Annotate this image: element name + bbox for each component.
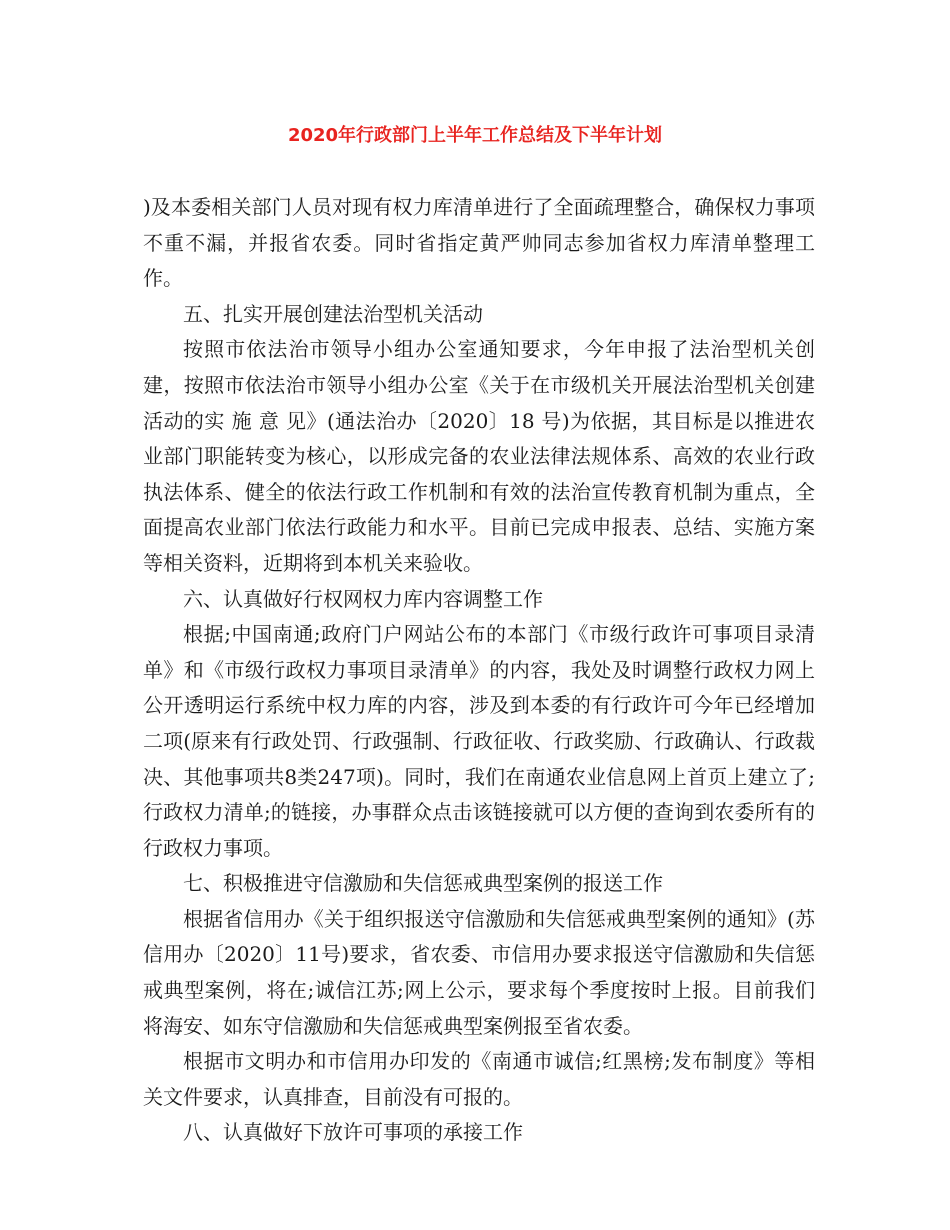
section-heading-7: 七、积极推进守信激励和失信惩戒典型案例的报送工作 xyxy=(183,871,663,896)
section-heading-6: 六、认真做好行权网权力库内容调整工作 xyxy=(183,586,543,611)
section-heading-5: 五、扎实开展创建法治型机关活动 xyxy=(183,301,483,326)
document-body xyxy=(143,190,815,1151)
paragraph-credit-cases: 根据省信用办《关于组织报送守信激励和失信惩戒典型案例的通知》(苏信用办〔2020〕11号)要求，省农委、市信用办要求报送守信激励和失信惩戒典型案例，将在;诚信江苏;网上公示，要求每个季度按时上报。目前我们将海安、如东守信激励和失信惩戒典型案例报至省农委。 xyxy=(143,906,815,1038)
paragraph-power-library: 根据;中国南通;政府门户网站公布的本部门《市级行政许可事项目录清单》和《市级行政权力事项目录清单》的内容，我处及时调整行政权力网上公开透明运行系统中权力库的内容，涉及到本委的有行政许可今年已经增加二项(原来有行政处罚、行政强制、行政征收、行政奖励、行政确认、行政裁决、其他事项共8类247项)。同时，我们在南通农业信息网上首页上建立了;行政权力清单;的链接，办事群众点击该链接就可以方便的查询到农委所有的行政权力事项。 xyxy=(143,622,815,860)
paragraph-continued: )及本委相关部门人员对现有权力库清单进行了全面疏理整合，确保权力事项不重不漏，并报省农委。同时省指定黄严帅同志参加省权力库清单整理工作。 xyxy=(143,195,815,291)
paragraph-red-black-list: 根据市文明办和市信用办印发的《南通市诚信;红黑榜;发布制度》等相关文件要求，认真排查，目前没有可报的。 xyxy=(143,1049,815,1109)
section-heading-8: 八、认真做好下放许可事项的承接工作 xyxy=(183,1120,523,1145)
document-title: 2020年行政部门上半年工作总结及下半年计划 xyxy=(287,125,663,146)
paragraph-legal-organ: 按照市依法治市领导小组办公室通知要求，今年申报了法治型机关创建，按照市依法治市领导小组办公室《关于在市级机关开展法治型机关创建活动的实 施 意 见》(通法治办〔2020〕18 号)为依据，其目标是以推进农业部门职能转变为核心，以形成完备的农业法律法规体系、高效的农业行政执法体系、健全的依法行政工作机制和有效的法治宣传教育机制为重点，全面提高农业部门依法行政能力和水平。目前已完成申报表、总结、实施方案等相关资料，近期将到本机关来验收。 xyxy=(143,337,815,575)
